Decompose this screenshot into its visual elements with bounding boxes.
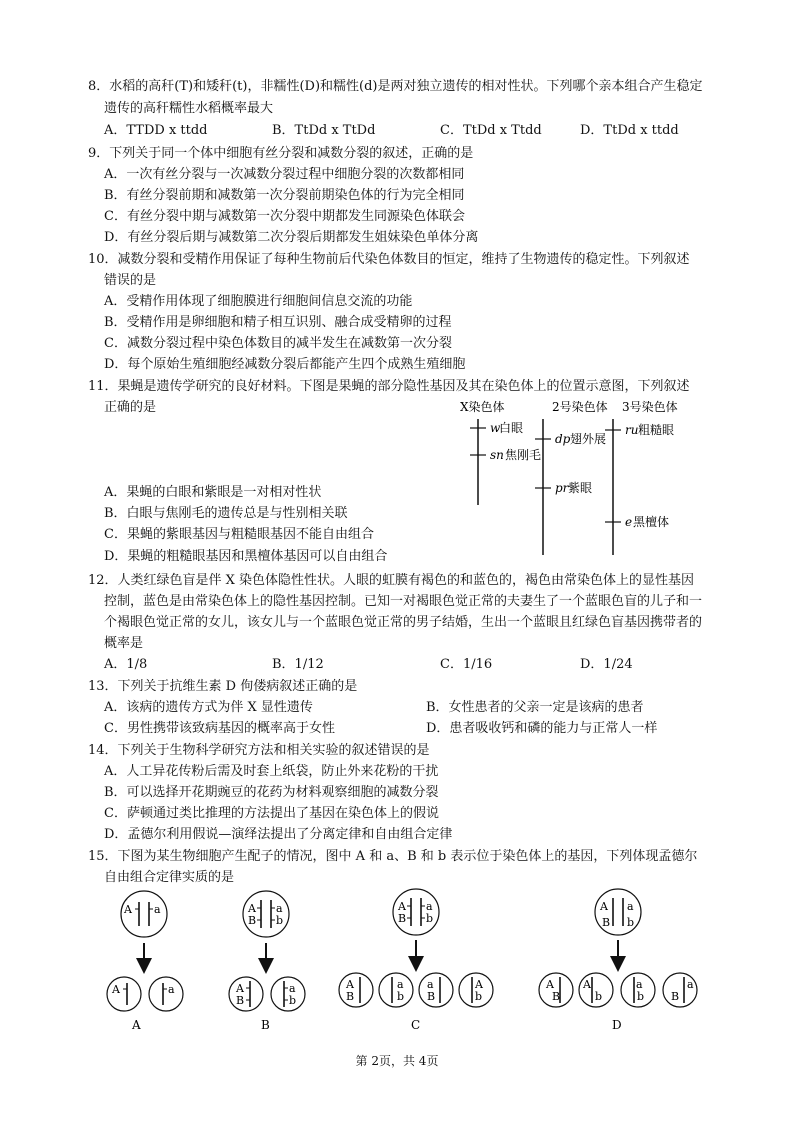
q10-option-b: B．受精作用是卵细胞和精子相互识别、融合成受精卵的过程 bbox=[104, 315, 452, 330]
q10-option-d: D．每个原始生殖细胞经减数分裂后都能产生四个成熟生殖细胞 bbox=[104, 357, 466, 372]
gene-label: a bbox=[276, 902, 283, 915]
q9-option-c: C．有丝分裂中期与减数第一次分裂中期都发生同源染色体联会 bbox=[104, 209, 465, 224]
q13-stem: 13．下列关于抗维生素 D 佝偻病叙述正确的是 bbox=[88, 679, 358, 694]
diagram-b bbox=[229, 891, 305, 1032]
q12-stem-line4: 概率是 bbox=[104, 636, 144, 651]
q15-gamete-figure bbox=[90, 888, 730, 1038]
q12-option-b: B．1/12 bbox=[272, 657, 324, 672]
gene-ru-name: 粗糙眼 bbox=[638, 423, 675, 437]
q15-stem-line2: 自由组合定律实质的是 bbox=[104, 870, 235, 885]
gene-label: b bbox=[475, 990, 483, 1003]
q9-option-b: B．有丝分裂前期和减数第一次分裂前期染色体的行为完全相同 bbox=[104, 188, 465, 203]
gene-label: A bbox=[600, 900, 608, 913]
diagram-d bbox=[539, 889, 697, 1032]
diagram-label-c: C bbox=[411, 1018, 421, 1032]
diagram-a bbox=[107, 891, 183, 1032]
q14-option-c: C．萨顿通过类比推理的方法提出了基因在染色体上的假说 bbox=[104, 806, 439, 821]
gene-label: a bbox=[397, 978, 404, 991]
gene-label: a bbox=[168, 983, 175, 996]
q8-option-c: C．TtDd x Ttdd bbox=[440, 123, 542, 138]
q14-option-a: A．人工异花传粉后需及时套上纸袋，防止外来花粉的干扰 bbox=[104, 764, 439, 779]
gene-label: A bbox=[546, 978, 554, 991]
q11-option-a: A．果蝇的白眼和紫眼是一对相对性状 bbox=[104, 485, 322, 500]
gene-label: B bbox=[602, 916, 611, 929]
gene-sn-symbol: sn bbox=[490, 448, 504, 462]
q9-option-d: D．有丝分裂后期与减数第二次分裂后期都发生姐妹染色单体分离 bbox=[104, 230, 479, 245]
gene-label: B bbox=[427, 990, 436, 1003]
q10-option-a: A．受精作用体现了细胞膜进行细胞间信息交流的功能 bbox=[104, 294, 413, 309]
gene-pr-name: 紫眼 bbox=[568, 481, 593, 495]
q13-option-b: B．女性患者的父亲一定是该病的患者 bbox=[426, 700, 644, 715]
q12-option-c: C．1/16 bbox=[440, 657, 493, 672]
q10-option-c: C．减数分裂过程中染色体数目的减半发生在减数第一次分裂 bbox=[104, 336, 452, 351]
gene-label: a bbox=[627, 900, 634, 913]
page-footer: 第 2页，共 4页 bbox=[355, 1054, 439, 1068]
q14-stem: 14．下列关于生物科学研究方法和相关实验的叙述错误的是 bbox=[88, 743, 430, 758]
q11-option-b: B．白眼与焦刚毛的遗传总是与性别相关联 bbox=[104, 506, 348, 521]
gene-label: A bbox=[112, 983, 120, 996]
q8-option-b: B．TtDd x TtDd bbox=[272, 123, 376, 138]
fruit-fly-chromosome-figure bbox=[450, 395, 710, 560]
diagram-label-a: A bbox=[132, 1018, 141, 1032]
gene-sn-name: 焦刚毛 bbox=[505, 448, 542, 462]
q12-option-d: D．1/24 bbox=[580, 657, 633, 672]
gene-ru-symbol: ru bbox=[625, 423, 639, 437]
gene-e-name: 黑檀体 bbox=[633, 515, 670, 529]
gene-label: b bbox=[276, 914, 284, 927]
gene-label: A bbox=[248, 902, 256, 915]
gene-label: B bbox=[346, 990, 355, 1003]
gene-w-name: 白眼 bbox=[499, 421, 524, 435]
q8-stem-line1: 8．水稻的高秆(T)和矮秆(t)，非糯性(D)和糯性(d)是两对独立遗传的相对性状。下列哪个亲本组合产生稳定 bbox=[88, 79, 703, 94]
chromosome-3-label: 3号染色体 bbox=[622, 400, 678, 414]
gene-label: a bbox=[154, 903, 161, 916]
chromosome-2-label: 2号染色体 bbox=[552, 400, 608, 414]
q15-stem-line1: 15．下图为某生物细胞产生配子的情况，图中 A 和 a、B 和 b 表示位于染色体上的基因，下列体现孟德尔 bbox=[88, 849, 698, 864]
q14-option-d: D．孟德尔利用假说—演绎法提出了分离定律和自由组合定律 bbox=[104, 827, 453, 842]
gene-label: A bbox=[398, 900, 406, 913]
chromosome-x-label: X染色体 bbox=[460, 400, 505, 414]
q12-stem-line1: 12．人类红绿色盲是伴 X 染色体隐性性状。人眼的虹膜有褐色的和蓝色的，褐色由常染色体上的显性基因 bbox=[88, 573, 695, 588]
gene-dp-name: 翅外展 bbox=[570, 432, 607, 446]
q10-stem-line1: 10．减数分裂和受精作用保证了每种生物前后代染色体数目的恒定，维持了生物遗传的稳定性。下列叙述 bbox=[88, 252, 690, 267]
gene-label: A bbox=[236, 982, 244, 995]
q12-option-a: A．1/8 bbox=[104, 657, 148, 672]
gene-label: A bbox=[346, 978, 354, 991]
gene-label: b bbox=[426, 912, 434, 925]
gene-label: b bbox=[595, 990, 603, 1003]
q13-option-a: A．该病的遗传方式为伴 X 显性遗传 bbox=[104, 700, 313, 715]
q9-stem: 9．下列关于同一个体中细胞有丝分裂和减数分裂的叙述，正确的是 bbox=[88, 146, 474, 161]
gene-label: b bbox=[637, 990, 645, 1003]
gene-label: B bbox=[552, 990, 561, 1003]
gene-label: b bbox=[397, 990, 405, 1003]
q10-stem-line2: 错误的是 bbox=[104, 273, 157, 288]
gene-label: A bbox=[475, 978, 483, 991]
q11-option-d: D．果蝇的粗糙眼基因和黑檀体基因可以自由组合 bbox=[104, 549, 388, 564]
gene-label: a bbox=[427, 978, 434, 991]
q9-option-a: A．一次有丝分裂与一次减数分裂过程中细胞分裂的次数都相同 bbox=[104, 167, 465, 182]
gene-label: B bbox=[236, 994, 245, 1007]
gene-label: A bbox=[583, 978, 591, 991]
gene-label: B bbox=[248, 914, 257, 927]
gene-e-symbol: e bbox=[625, 515, 633, 529]
gene-label: b bbox=[627, 916, 635, 929]
gene-label: a bbox=[426, 900, 433, 913]
q12-stem-line2: 控制，蓝色是由常染色体上的隐性基因控制。已知一对褐眼色觉正常的夫妻生了一个蓝眼色盲的儿子和一 bbox=[104, 594, 703, 609]
gene-label: a bbox=[687, 978, 694, 991]
diagram-c bbox=[339, 889, 493, 1032]
q8-stem-line2: 遗传的高秆糯性水稻概率最大 bbox=[104, 101, 274, 116]
gene-label: b bbox=[289, 994, 297, 1007]
gene-label: a bbox=[289, 982, 296, 995]
q11-option-c: C．果蝇的紫眼基因与粗糙眼基因不能自由组合 bbox=[104, 527, 374, 542]
diagram-label-b: B bbox=[261, 1018, 270, 1032]
gene-label: A bbox=[124, 903, 132, 916]
q8-option-d: D．TtDd x ttdd bbox=[580, 123, 679, 138]
q8-option-a: A．TTDD x ttdd bbox=[104, 123, 208, 138]
q14-option-b: B．可以选择开花期豌豆的花药为材料观察细胞的减数分裂 bbox=[104, 785, 439, 800]
gene-label: a bbox=[636, 978, 643, 991]
q13-option-c: C．男性携带该致病基因的概率高于女性 bbox=[104, 721, 335, 736]
diagram-label-d: D bbox=[612, 1018, 622, 1032]
q11-stem-line1: 11．果蝇是遗传学研究的良好材料。下图是果蝇的部分隐性基因及其在染色体上的位置示意图，下列叙述 bbox=[88, 379, 690, 394]
q11-stem-line2: 正确的是 bbox=[104, 400, 157, 415]
gene-label: B bbox=[671, 990, 680, 1003]
q12-stem-line3: 个褐眼色觉正常的女儿，该女儿与一个蓝眼色觉正常的男子结婚，生出一个蓝眼且红绿色盲基因携带者的 bbox=[104, 615, 703, 630]
q13-option-d: D．患者吸收钙和磷的能力与正常人一样 bbox=[426, 721, 658, 736]
gene-w-symbol: w bbox=[490, 421, 501, 435]
gene-dp-symbol: dp bbox=[555, 432, 571, 446]
gene-pr-symbol: pr bbox=[555, 481, 569, 495]
gene-label: B bbox=[398, 912, 407, 925]
